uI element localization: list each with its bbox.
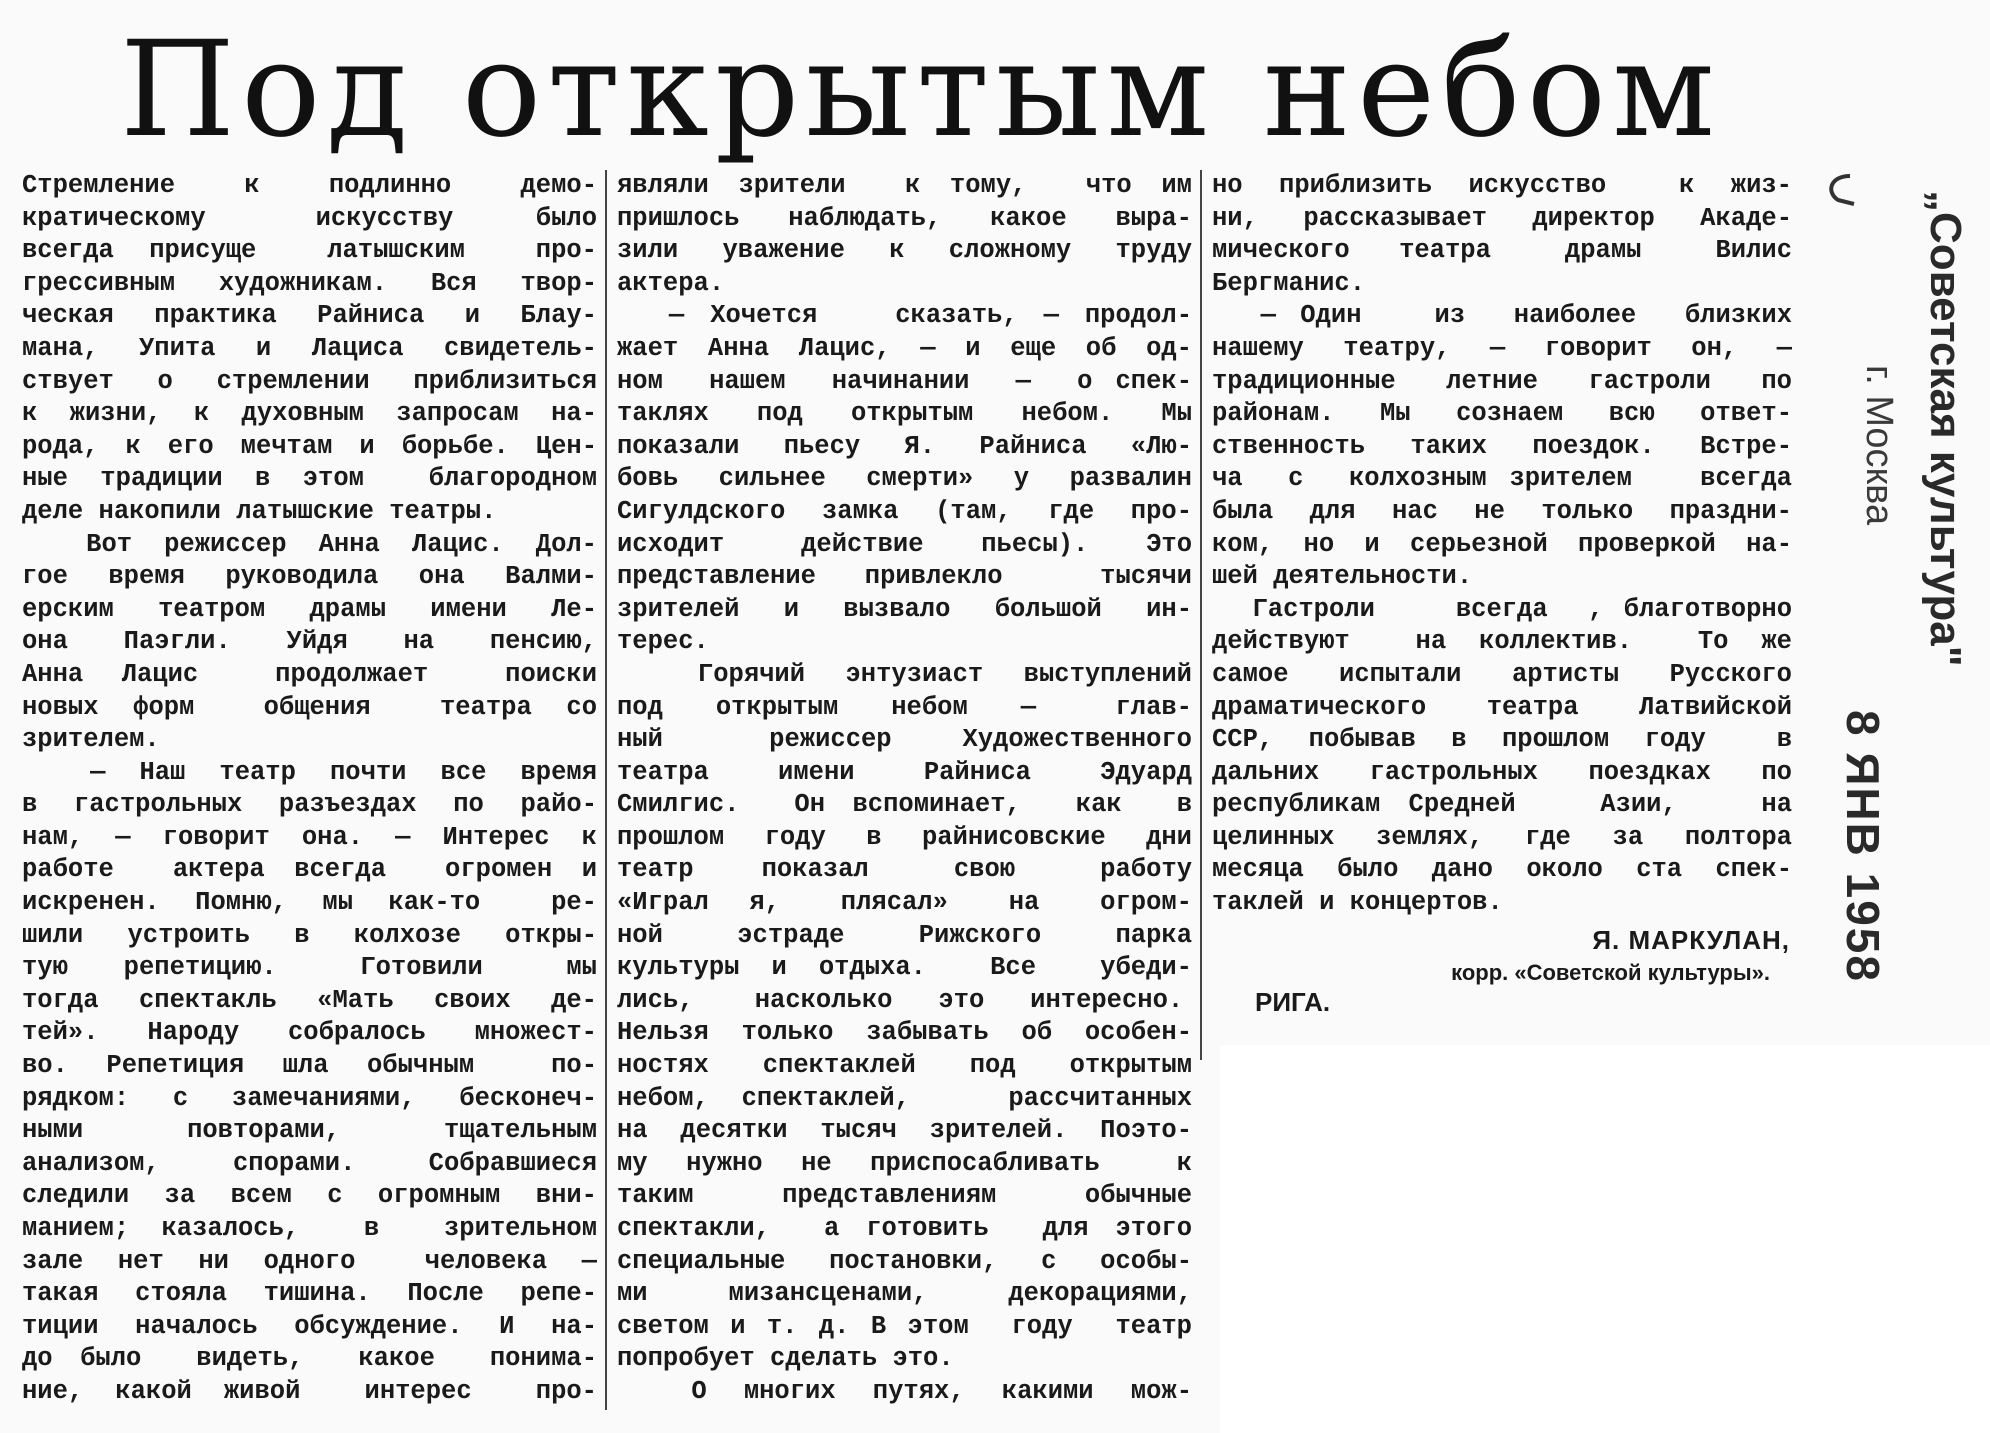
article-line: актера.	[617, 268, 725, 298]
article-line: рядком: с замечаниями, бесконеч-	[22, 1083, 597, 1113]
article-line: манием; казалось, в зрительном	[22, 1214, 597, 1243]
article-line: ными повторами, тщательным	[22, 1116, 597, 1146]
article-line: Анна Лацис продолжает поиски	[22, 659, 597, 689]
article-line: кратическому искусству было	[22, 203, 597, 233]
article-line: Стремление к подлинно демо-	[22, 171, 597, 200]
article-line: таким представлениям обычные	[617, 1181, 1192, 1211]
article-line: тую репетицию. Готовили мы	[22, 953, 597, 983]
article-line: ческая практика Райниса и Блау-	[22, 301, 597, 331]
article-line: следили за всем с огромным вни-	[22, 1181, 597, 1211]
article-line: показали пьесу Я. Райниса «Лю-	[617, 431, 1192, 461]
article-line: зрителей и вызвало большой ин-	[617, 594, 1192, 624]
stamp-newspaper-name: „Советская культура"	[1921, 190, 1970, 667]
article-line: ми мизансценами, декорациями,	[617, 1279, 1192, 1309]
stamp-city: г. Москва	[1858, 365, 1900, 526]
article-line: ча с колхозным зрителем всегда	[1212, 464, 1792, 494]
headline: Под открытым небом	[120, 13, 1721, 167]
article-line: грессивным художникам. Вся твор-	[22, 268, 597, 298]
article-line: в гастрольных разъездах по райо-	[22, 790, 597, 820]
article-line: прошлом году в райнисовские дни	[617, 822, 1192, 852]
article-column-3	[1212, 170, 1792, 920]
article-line: небом, спектаклей, рассчитанных	[617, 1083, 1192, 1113]
article-line: жает Анна Лацис, — и еще об од-	[617, 333, 1192, 363]
article-line: бовь сильнее смерти» у развалин	[617, 464, 1192, 494]
article-line: дальних гастрольных поездках по	[1212, 757, 1792, 787]
article-line: «Играл я, плясал» на огром-	[617, 888, 1192, 918]
article-line: исходит действие пьесы). Это	[617, 529, 1192, 559]
article-line: работе актера всегда огромен и	[22, 855, 597, 885]
article-line: тей». Народу собралось множест-	[22, 1018, 597, 1048]
article-line: таклях под открытым небом. Мы	[617, 399, 1192, 429]
article-line: на десятки тысяч зрителей. Поэто-	[617, 1116, 1192, 1146]
article-line: Сигулдского замка (там, где про-	[617, 496, 1192, 526]
article-line: месяца было дано около ста спек-	[1212, 855, 1792, 885]
article-line: ственность таких поездок. Встре-	[1212, 431, 1792, 461]
column-divider	[1200, 170, 1202, 1060]
article-line: — Один из наиболее близких	[1212, 301, 1792, 331]
article-line: всегда присуще латышским про-	[22, 236, 597, 266]
article-line: искренен. Помню, мы как-то ре-	[22, 888, 597, 918]
article-line: ССР, побывав в прошлом году в	[1212, 725, 1792, 755]
article-line: к жизни, к духовным запросам на-	[22, 399, 597, 429]
stamp-hook-mark	[1820, 170, 1860, 210]
article-line: Горячий энтузиаст выступлений	[617, 659, 1192, 689]
blank-area	[1220, 1045, 1990, 1433]
article-line: республикам Средней Азии, на	[1212, 790, 1792, 820]
article-line: рода, к его мечтам и борьбе. Цен-	[22, 431, 597, 461]
archive-stamp	[1820, 170, 1990, 1030]
article-line: но приблизить искусство к жиз-	[1212, 171, 1792, 200]
article-line: — Наш театр почти все время	[22, 757, 597, 787]
article-line: Вот режиссер Анна Лацис. Дол-	[22, 529, 597, 559]
article-line: Гастроли всегда , благотворно	[1212, 594, 1792, 624]
article-line: театр показал свою работу	[617, 855, 1192, 885]
article-line: ерским театром драмы имени Ле-	[22, 594, 597, 624]
article-line: деле накопили латышские театры.	[22, 496, 497, 526]
article-line: самое испытали артисты Русского	[1212, 659, 1792, 689]
article-line: му нужно не приспосабливать к	[617, 1148, 1192, 1178]
article-line: ни, рассказывает директор Акаде-	[1212, 203, 1792, 233]
author-title: корр. «Советской культуры».	[1451, 960, 1770, 985]
article-column-1	[22, 170, 597, 1409]
article-line: была для нас не только праздни-	[1212, 496, 1792, 526]
article-line: новых форм общения театра со	[22, 692, 597, 722]
article-line: мана, Упита и Лациса свидетель-	[22, 333, 597, 363]
article-line: до было видеть, какое понима-	[22, 1344, 597, 1374]
article-line: являли зрители к тому, что им	[617, 171, 1192, 200]
article-column-2	[617, 170, 1192, 1409]
article-line: тиции началось обсуждение. И на-	[22, 1311, 597, 1341]
article-line: драматического театра Латвийской	[1212, 692, 1792, 722]
article-line: анализом, спорами. Собравшиеся	[22, 1148, 597, 1178]
article-line: нам, — говорит она. — Интерес к	[22, 822, 597, 852]
article-line: ные традиции в этом благородном	[22, 464, 597, 494]
article-line: такая стояла тишина. После репе-	[22, 1279, 597, 1309]
article-line: действуют на коллектив. То же	[1212, 627, 1792, 657]
article-line: нашему театру, — говорит он, —	[1212, 333, 1792, 363]
article-line: лись, насколько это интересно.	[617, 985, 1184, 1015]
article-line: ный режиссер Художественного	[617, 725, 1192, 755]
article-line: зили уважение к сложному труду	[617, 236, 1192, 266]
author-name: Я. МАРКУЛАН,	[1592, 925, 1790, 955]
article-line: зрителем.	[22, 725, 160, 755]
article-line: районам. Мы сознаем всю ответ-	[1212, 399, 1792, 429]
article-line: мического театра драмы Вилис	[1212, 236, 1792, 266]
article-line: представление привлекло тысячи	[617, 562, 1192, 592]
article-line: шей деятельности.	[1212, 562, 1473, 592]
article-line: зале нет ни одного человека —	[22, 1246, 597, 1276]
article-line: светом и т. д. В этом году театр	[617, 1311, 1192, 1341]
article-line: она Паэгли. Уйдя на пенсию,	[22, 627, 597, 657]
article-line: таклей и концертов.	[1212, 888, 1503, 918]
article-line: — Хочется сказать, — продол-	[617, 301, 1192, 331]
article-line: ном нашем начинании — о спек-	[617, 366, 1192, 396]
article-line: спектакли, а готовить для этого	[617, 1214, 1192, 1243]
article-line: пришлось наблюдать, какое выра-	[617, 203, 1192, 233]
article-line: специальные постановки, с особы-	[617, 1246, 1192, 1276]
article-line: театра имени Райниса Эдуард	[617, 757, 1192, 787]
article-line: Бергманис.	[1212, 268, 1366, 298]
article-line: ной эстраде Рижского парка	[617, 920, 1192, 950]
article-line: попробует сделать это.	[617, 1344, 954, 1374]
article-line: ком, но и серьезной проверкой на-	[1212, 529, 1792, 559]
article-line: ностях спектаклей под открытым	[617, 1051, 1192, 1081]
article-line: Смилгис. Он вспоминает, как в	[617, 790, 1192, 820]
article-line: ствует о стремлении приблизиться	[22, 366, 597, 396]
article-line: О многих путях, какими мож-	[617, 1376, 1192, 1406]
article-line: целинных землях, где за полтора	[1212, 822, 1792, 852]
article-line: во. Репетиция шла обычным по-	[22, 1051, 597, 1081]
article-line: Нельзя только забывать об особен-	[617, 1018, 1192, 1048]
article-line: культуры и отдыха. Все убеди-	[617, 953, 1192, 983]
article-line: под открытым небом — глав-	[617, 692, 1192, 722]
article-line: гое время руководила она Валми-	[22, 562, 597, 592]
stamp-date: 8 ЯНВ 1958	[1837, 710, 1889, 983]
article-line: шили устроить в колхозе откры-	[22, 920, 597, 950]
dateline: РИГА.	[1255, 987, 1331, 1017]
article-line: традиционные летние гастроли по	[1212, 366, 1792, 396]
article-line: тогда спектакль «Мать своих де-	[22, 985, 597, 1015]
article-line: ние, какой живой интерес про-	[22, 1376, 597, 1406]
article-line: терес.	[617, 627, 709, 657]
column-divider	[605, 170, 607, 1410]
